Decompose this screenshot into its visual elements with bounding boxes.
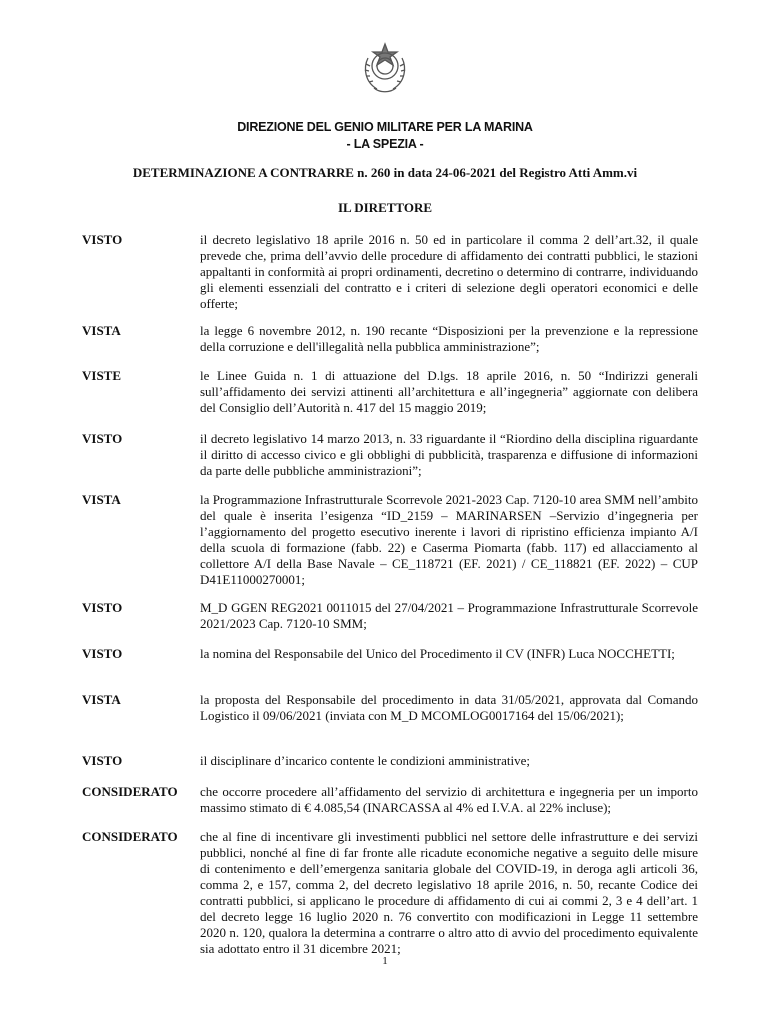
clause-text: la legge 6 novembre 2012, n. 190 recante “Disposizioni per la prevenzione e la repressione della corruzione e dell'illegalità nella pubblica amministrazione”; (200, 323, 698, 354)
clause-label: VISTO (82, 646, 123, 661)
clause-text: che occorre procedere all’affidamento del servizio di architettura e ingegneria per un importo massimo stimato di € 4.085,54 (INARCASSA al 4% ed I.V.A. al 22% incluse); (200, 784, 698, 815)
clause-label: VISTA (82, 323, 121, 338)
clause-text: la Programmazione Infrastrutturale Scorrevole 2021-2023 Cap. 7120-10 area SMM nell’ambito del quale è inserita l’esigenza “ID_2159 – MARINARSEN –Servizio d’ingegneria per l’aggiornamento del progetto esecutivo inerente i lavori di ripristino efficienza impianto A/I della scuola di formazione (fabb. 22) e Caserma Piomarta (fabb. 117) ed allacciamento al collettore A/I della Base Navale – CE_118721 (EF. 2021) / CE_118821 (EF. 2022) – CUP D41E11000270001; (200, 492, 698, 587)
clause-text: il disciplinare d’incarico contente le condizioni amministrative; (200, 753, 530, 768)
office-subtitle: - LA SPEZIA - (346, 137, 424, 151)
clause-label: VISTO (82, 600, 123, 615)
clause-label: VISTE (82, 368, 122, 383)
clause-label: VISTO (82, 232, 123, 247)
director-heading: IL DIRETTORE (337, 200, 433, 215)
clause-label: VISTO (82, 753, 123, 768)
clause-text: la nomina del Responsabile del Unico del Procedimento il CV (INFR) Luca NOCCHETTI; (200, 646, 675, 661)
clause-label: VISTA (82, 692, 121, 707)
clause-text: M_D GGEN REG2021 0011015 del 27/04/2021 – Programmazione Infrastrutturale Scorrevole 2021/2023 Cap. 7120-10 SMM; (200, 600, 698, 631)
office-title: DIREZIONE DEL GENIO MILITARE PER LA MARINA (237, 120, 533, 134)
clause-label: CONSIDERATO (82, 784, 178, 799)
clause-text: la proposta del Responsabile del procedimento in data 31/05/2021, approvata dal Comando Logistico il 09/06/2021 (inviata con M_D MCOMLOG0017164 del 15/06/2021); (200, 692, 698, 723)
clause-label: VISTA (82, 492, 121, 507)
page-number: 1 (382, 955, 388, 967)
clause-text: che al fine di incentivare gli investimenti pubblici nel settore delle infrastrutture e dei servizi pubblici, nonché al fine di far fronte alle ricadute economiche negative a seguito delle misure di contenimento e dell’emergenza sanitaria globale del COVID-19, in deroga agli articoli 36, comma 2, e 157, comma 2, del decreto legislativo 18 aprile 2016, n. 50, recante Codice dei contratti pubblici, si applicano le procedure di affidamento di cui ai commi 2, 3 e 4 dell’art. 1 del decreto legge 16 luglio 2020 n. 76 convertito con modificazioni in Legge 11 settembre 2020 n. 120, qualora la determina a contrarre o altro atto di avvio del procedimento equivalente sia adottato entro il 31 dicembre 2021; (200, 829, 698, 956)
clause-label: VISTO (82, 431, 123, 446)
clause-text: il decreto legislativo 14 marzo 2013, n. 33 riguardante il “Riordino della disciplina riguardante il diritto di accesso civico e gli obblighi di pubblicità, trasparenza e diffusione di informazioni da parte delle pubbliche amministrazioni”; (200, 431, 698, 478)
clause-label: CONSIDERATO (82, 829, 178, 844)
clause-text: le Linee Guida n. 1 di attuazione del D.lgs. 18 aprile 2016, n. 50 “Indirizzi generali sull’affidamento dei servizi attinenti all’architettura e all’ingegneria” aggiornate con delibera del Consiglio dell’Autorità n. 417 del 15 maggio 2019; (200, 368, 698, 415)
determination-title: DETERMINAZIONE A CONTRARRE n. 260 in data 24-06-2021 del Registro Atti Amm.vi (132, 165, 638, 180)
clause-text: il decreto legislativo 18 aprile 2016 n. 50 ed in particolare il comma 2 dell’art.32, il quale prevede che, prima dell’avvio delle procedure di affidamento dei contratti pubblici, le stazioni appaltanti in conformità ai propri ordinamenti, decretino o determino di contrarre, individuando gli elementi essenziali del contratto e i criteri di selezione degli operatori economici e delle offerte; (200, 232, 698, 311)
italian-republic-emblem-icon (360, 38, 410, 96)
